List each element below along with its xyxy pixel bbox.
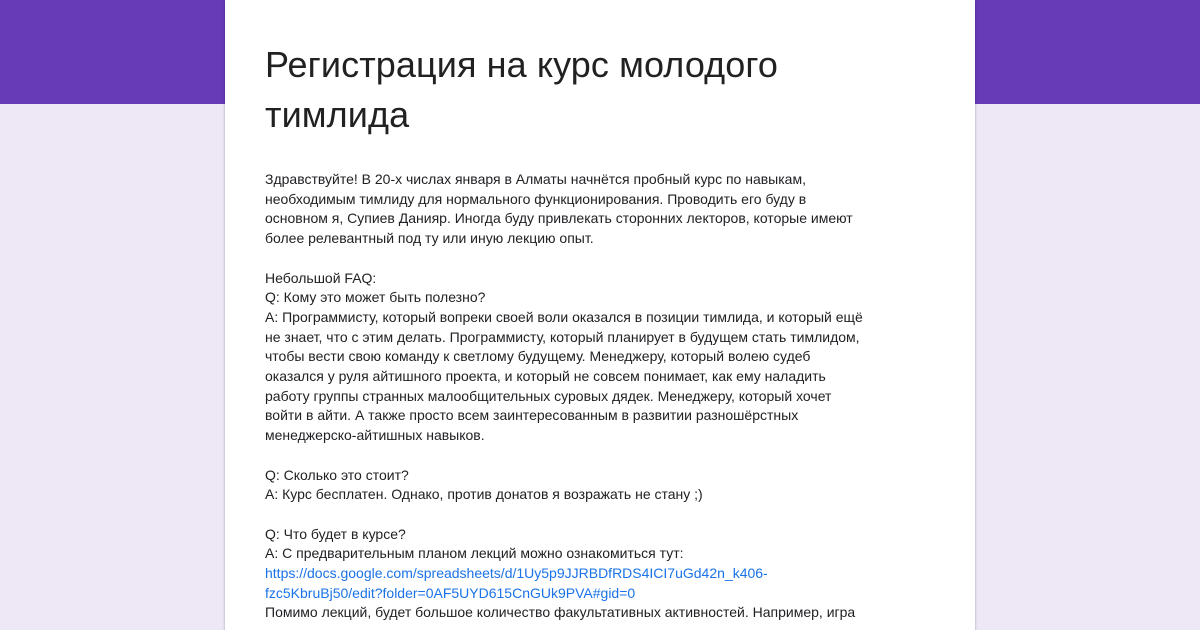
faq-question: Q: Кому это может быть полезно? xyxy=(265,289,486,306)
form-title xyxy=(265,40,939,140)
form-title-line: тимлида xyxy=(265,94,410,135)
faq-answer-line: A: С предварительным планом лекций можно ознакомиться тут: xyxy=(265,545,684,562)
paragraph-gap xyxy=(265,446,939,466)
form-description xyxy=(265,170,939,623)
faq-answer-line: не знает, что с этим делать. Программисту, который планирует в будущем стать тимлидом, xyxy=(265,328,860,345)
faq-answer-line: оказался у руля айтишного проекта, и который не совсем понимает, как ему наладить xyxy=(265,368,826,385)
faq-answer-line: A: Курс бесплатен. Однако, против донатов я возражать не стану ;) xyxy=(265,486,703,503)
paragraph-gap xyxy=(265,505,939,525)
faq-question: Q: Сколько это стоит? xyxy=(265,466,409,483)
lecture-plan-link[interactable]: fzc5KbruBj50/edit?folder=0AF5UYD615CnGUk9PVA#gid=0 xyxy=(265,584,636,601)
intro-line: основном я, Супиев Данияр. Иногда буду привлекать сторонних лекторов, которые имеют xyxy=(265,210,853,227)
faq-heading: Небольшой FAQ: xyxy=(265,269,377,286)
form-title-line: Регистрация на курс молодого xyxy=(265,44,778,85)
faq-answer-line: войти в айти. А также просто всем заинтересованным в развитии разношёрстных xyxy=(265,407,799,424)
faq-question: Q: Что будет в курсе? xyxy=(265,525,406,542)
intro-line: необходимым тимлиду для нормального функционирования. Проводить его буду в xyxy=(265,190,807,207)
faq-answer-line: Помимо лекций, будет большое количество факультативных активностей. Например, игра xyxy=(265,604,856,621)
faq-answer-line: A: Программисту, который вопреки своей воли оказался в позиции тимлида, и который ещё xyxy=(265,308,863,325)
intro-line: Здравствуйте! В 20-х числах января в Алматы начнётся пробный курс по навыкам, xyxy=(265,171,806,187)
lecture-plan-link[interactable]: https://docs.google.com/spreadsheets/d/1Uy5p9JJRBDfRDS4ICI7uGd42n_k406- xyxy=(265,565,768,582)
intro-line: более релевантный под ту или иную лекцию опыт. xyxy=(265,230,594,247)
paragraph-gap xyxy=(265,249,939,269)
faq-answer-line: менеджерско-айтишных навыков. xyxy=(265,427,485,444)
form-card xyxy=(225,0,975,630)
faq-answer-line: чтобы вести свою команду к светлому будущему. Менеджеру, который волею судеб xyxy=(265,348,811,365)
faq-answer-line: работу группы странных малообщительных суровых дядек. Менеджеру, который хочет xyxy=(265,387,832,404)
